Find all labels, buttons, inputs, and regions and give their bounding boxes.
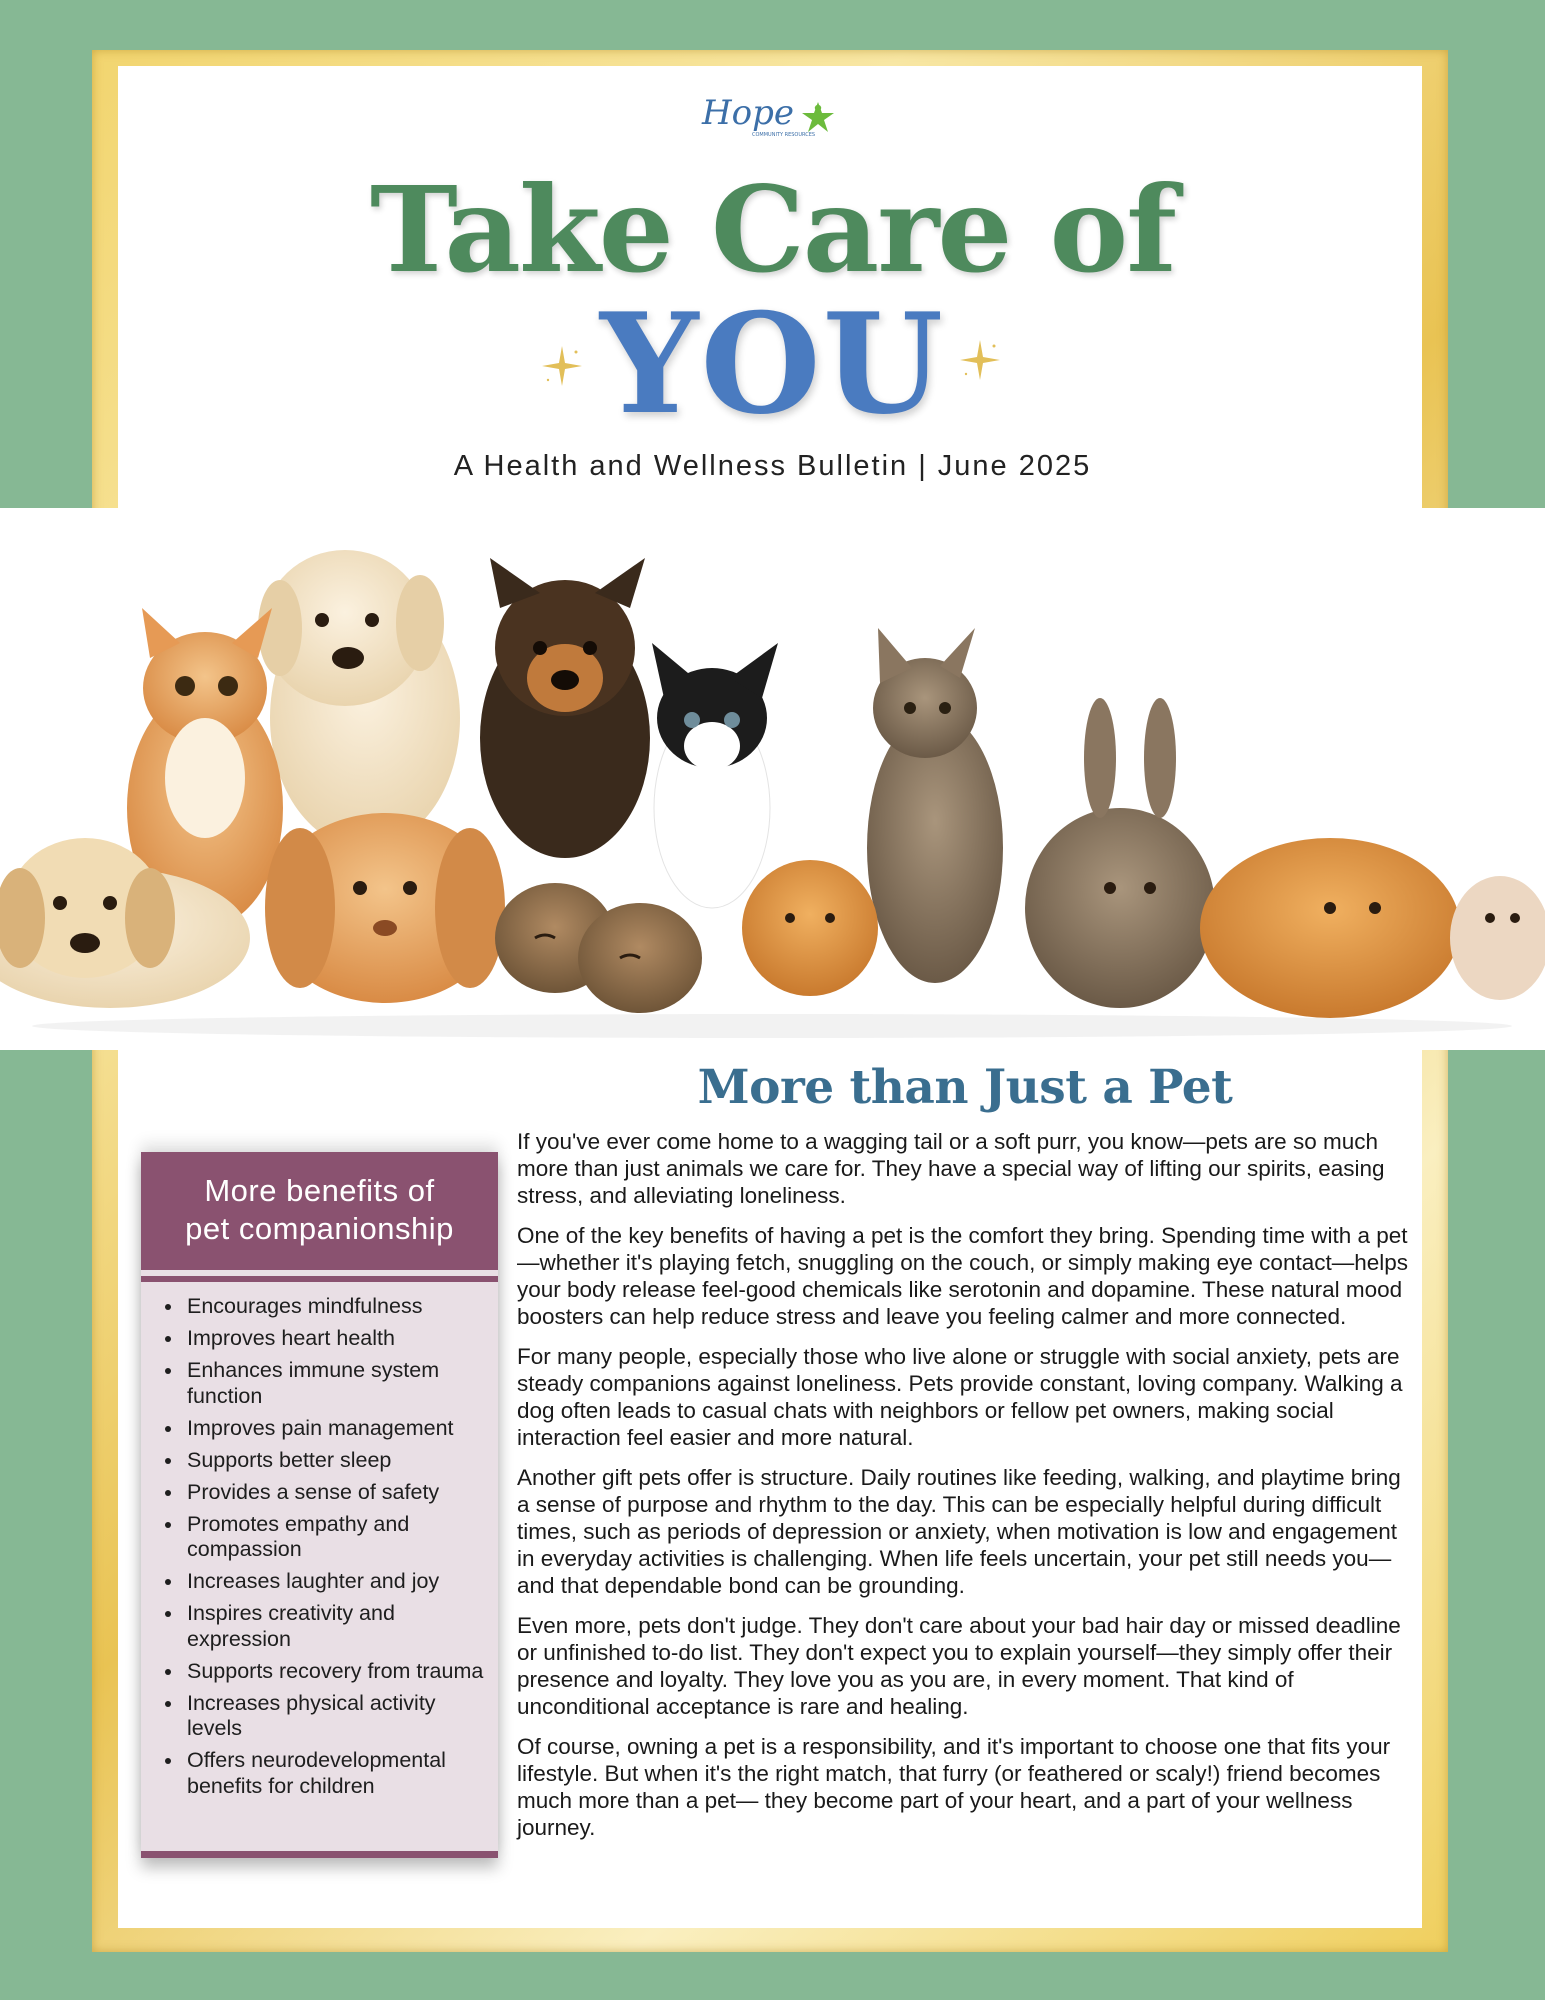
brown-rabbit — [1025, 698, 1215, 1008]
list-item: Improves pain management — [187, 1416, 486, 1442]
tabby-cat — [867, 628, 1003, 983]
sparkle-left-icon — [540, 344, 584, 388]
list-item: Supports better sleep — [187, 1448, 486, 1474]
sidebar-heading-line2: pet companionship — [185, 1211, 454, 1246]
logo-text: Hope — [702, 93, 795, 133]
labrador-puppy — [258, 550, 460, 848]
list-item: Enhances immune system function — [187, 1358, 486, 1409]
article-body — [517, 1128, 1412, 1854]
article-paragraph: Another gift pets offer is structure. Daily routines like feeding, walking, and playtime bring a sense of purpose and rhythm to the day. This can be especially helpful during difficult times, such as periods of depression or anxiety, when motivation is low and engagement in everyday activities is challenging. When life feels uncertain, your pet still needs you—and that dependable bond can be grounding. — [517, 1465, 1401, 1598]
article-paragraph: One of the key benefits of having a pet is the comfort they bring. Spending time with a pet—whether it's playing fetch, snuggling on the couch, or simply making eye contact—helps your body release feel-good chemicals like serotonin and dopamine. These natural mood boosters can help reduce stress and leave you feeling calmer and more connected. — [517, 1223, 1409, 1329]
guinea-pig — [742, 860, 878, 996]
sidebar-divider — [141, 1276, 498, 1282]
star-person-icon — [802, 102, 834, 132]
list-item: Increases physical activity levels — [187, 1691, 486, 1742]
list-item: Improves heart health — [187, 1326, 486, 1352]
title-you: YOU — [599, 282, 946, 445]
list-item: Increases laughter and joy — [187, 1569, 486, 1595]
article-paragraph: If you've ever come home to a wagging tail or a soft purr, you know—pets are so much more than just animals we care for. They have a special way of lifting our spirits, easing stress, and alleviating loneliness. — [517, 1129, 1385, 1208]
orange-guinea-pig — [1200, 838, 1460, 1018]
logo-subtext: COMMUNITY RESOURCES — [752, 132, 816, 138]
sidebar-heading-line1: More benefits of — [204, 1173, 435, 1208]
tuxedo-kitten — [652, 643, 778, 908]
lop-rabbit — [265, 813, 505, 1003]
article-paragraph: For many people, especially those who live alone or struggle with social anxiety, pets are steady companions against loneliness. Pets provide constant, loving company. Walking a dog often leads to casual chats with neighbors or fellow pet owners, making social interaction feel easier and more natural. — [517, 1344, 1403, 1450]
list-item: Provides a sense of safety — [187, 1480, 486, 1506]
benefits-sidebar — [141, 1152, 498, 1858]
article-paragraph: Even more, pets don't judge. They don't care about your bad hair day or missed deadline or unfinished to-do list. They don't expect you to explain yourself—they simply offer their presence and loyalty. They love you as you are, in every moment. That kind of unconditional acceptance is rare and healing. — [517, 1613, 1401, 1719]
article-title: More than Just a Pet — [697, 1060, 1233, 1115]
list-item: Encourages mindfulness — [187, 1294, 486, 1320]
title-take-care-of: Take Care of — [369, 160, 1176, 299]
shepherd-puppy — [480, 558, 650, 858]
pets-photo-icon — [0, 508, 1545, 1050]
list-item: Promotes empathy and compassion — [187, 1512, 486, 1563]
benefits-list — [141, 1294, 498, 1806]
list-item: Supports recovery from trauma — [187, 1659, 486, 1685]
list-item: Offers neurodevelopmental benefits for children — [187, 1748, 486, 1799]
hope-logo — [700, 84, 845, 148]
article-paragraph: Of course, owning a pet is a responsibility, and it's important to choose one that fits your lifestyle. But when it's the right match, that furry (or feathered or scaly!) friend becomes much more than a pet— they become part of your heart, and a part of your wellness journey. — [517, 1734, 1391, 1840]
tabby-kittens — [495, 883, 702, 1013]
sidebar-bottom-bar — [141, 1851, 498, 1858]
sparkle-right-icon — [958, 338, 1002, 382]
list-item: Inspires creativity and expression — [187, 1601, 486, 1652]
sidebar-heading — [141, 1152, 498, 1270]
bulletin-subtitle: A Health and Wellness Bulletin | June 2025 — [453, 450, 1092, 482]
hamster — [1450, 876, 1545, 1000]
